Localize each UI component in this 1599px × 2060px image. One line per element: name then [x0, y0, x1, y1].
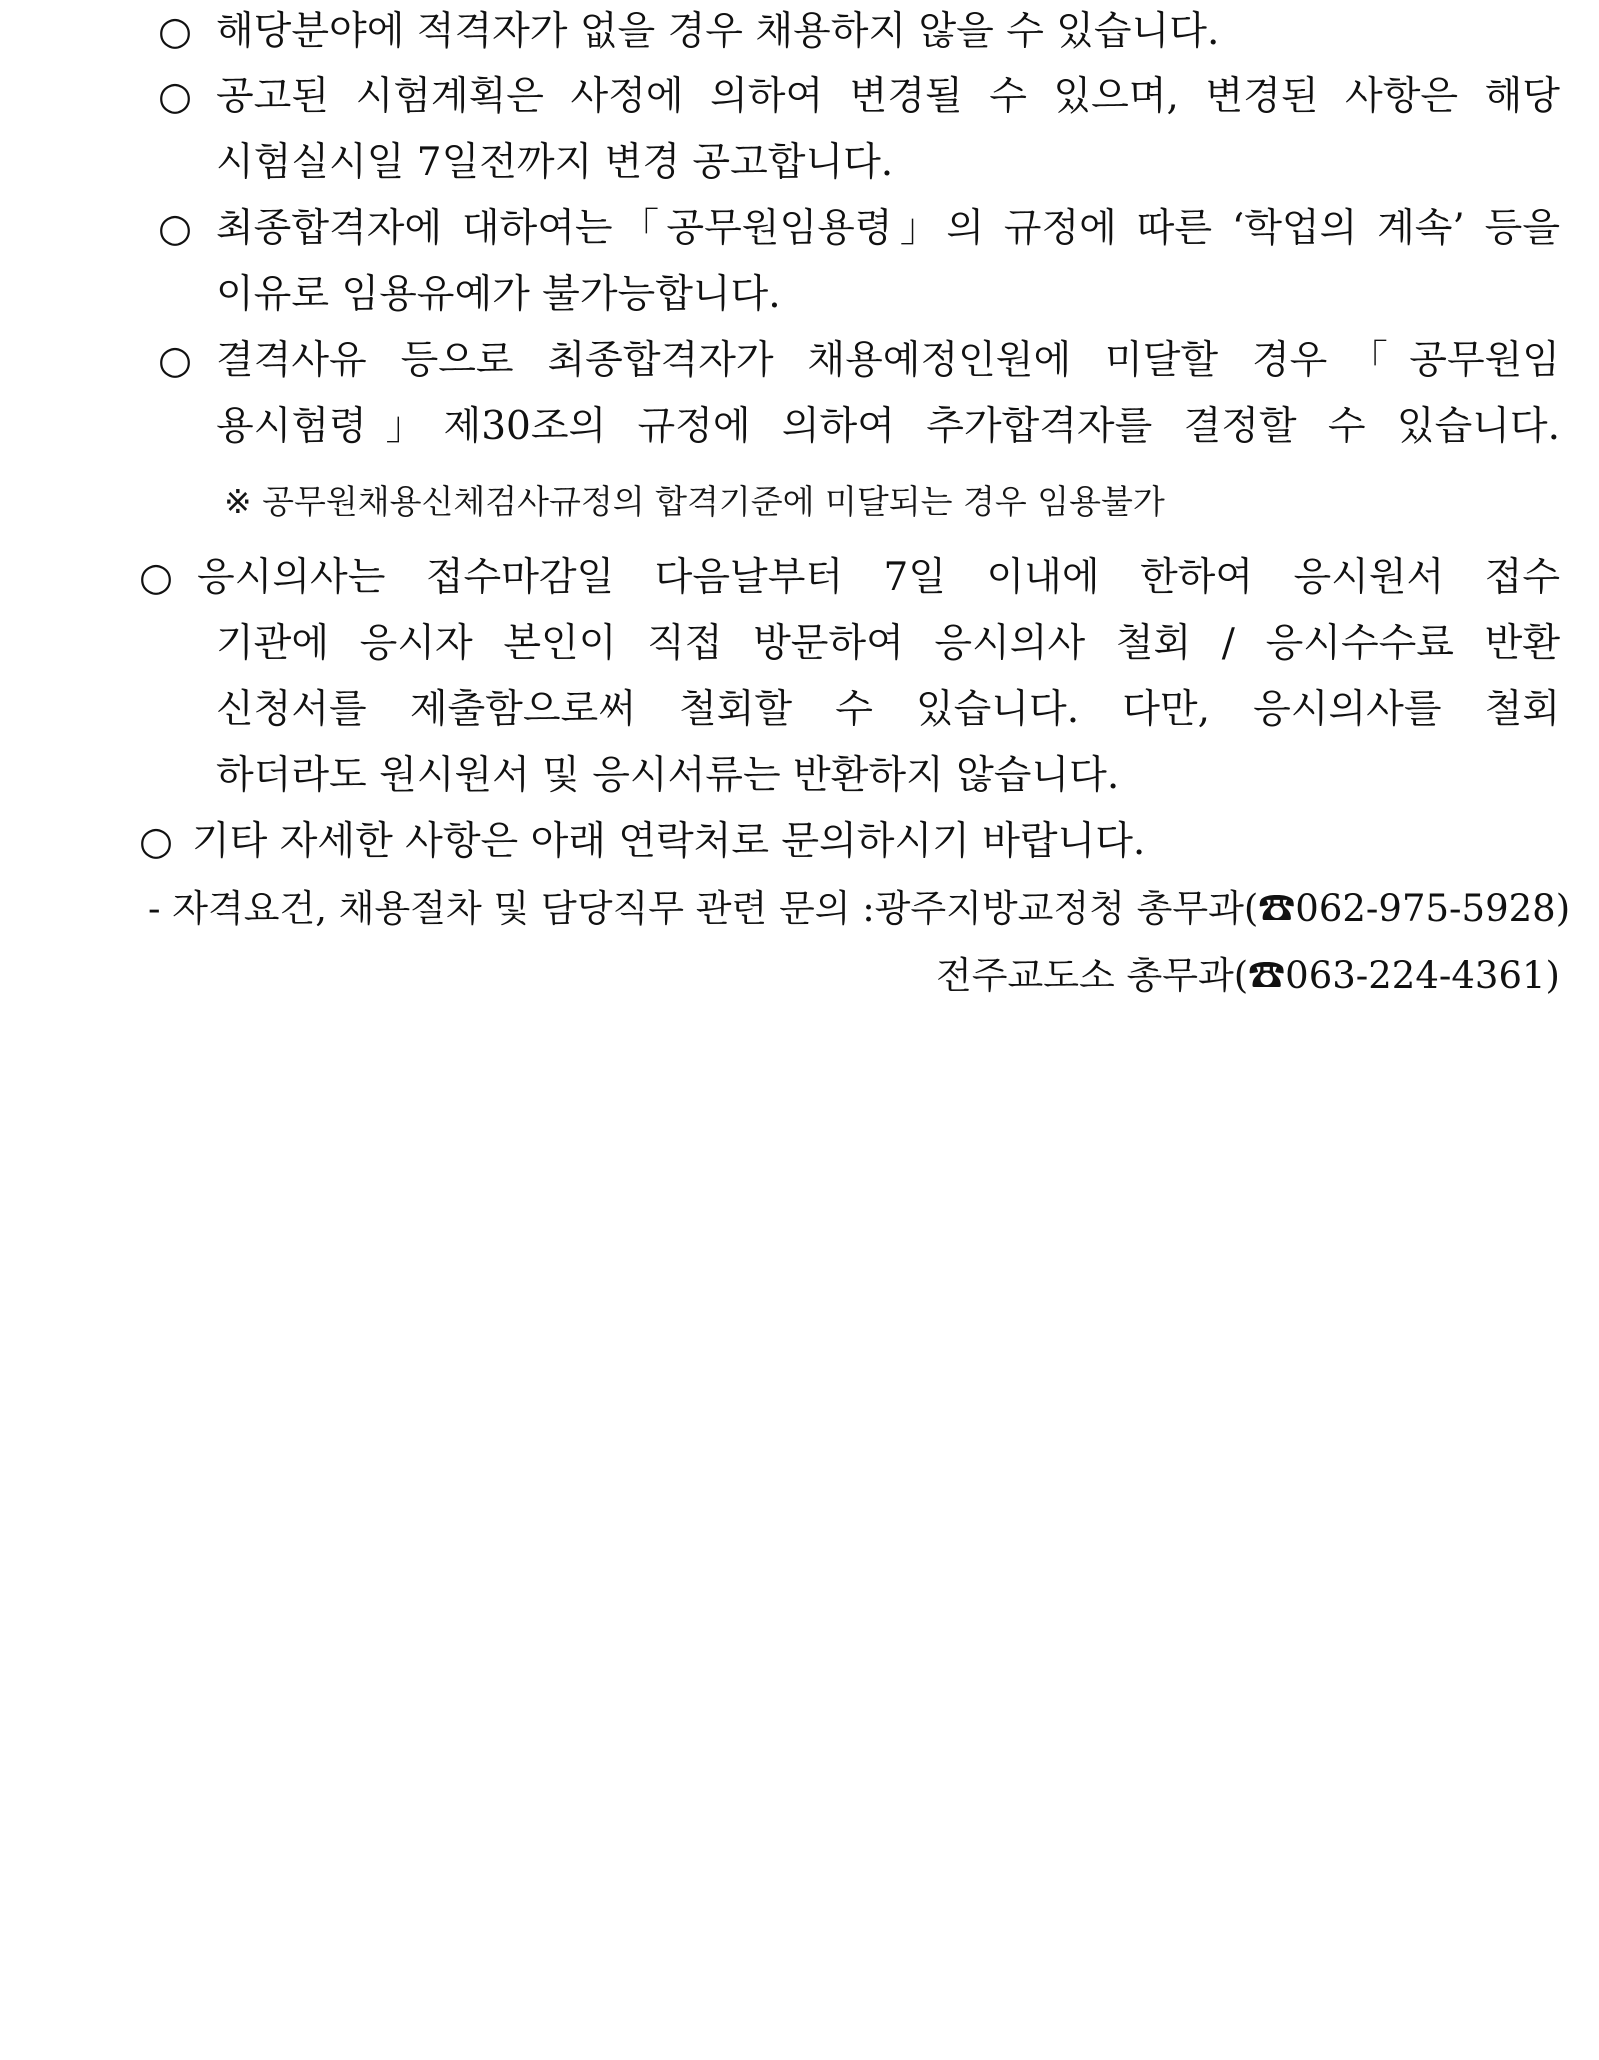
notice-item-4-line-1: 결격사유 등으로 최종합격자가 채용예정인원에 미달할 경우「공무원임 — [216, 338, 1560, 383]
withdrawal-line-4: 하더라도 원시원서 및 응시서류는 반환하지 않습니다. — [216, 753, 1120, 798]
withdrawal-line-1: 응시의사는 접수마감일 다음날부터 7일 이내에 한하여 응시원서 접수 — [197, 555, 1560, 600]
withdrawal-line-2: 기관에 응시자 본인이 직접 방문하여 응시의사 철회 / 응시수수료 반환 — [216, 621, 1560, 666]
medical-check-note: ※ 공무원채용신체검사규정의 합격기준에 미달되는 경우 임용불가 — [224, 482, 1165, 521]
contact-line-jeonju: 전주교도소 총무과(☎063-224-4361) — [936, 954, 1560, 997]
notice-item-1-line-1: 해당분야에 적격자가 없을 경우 채용하지 않을 수 있습니다. — [216, 9, 1220, 54]
notice-item-3-line-1: 최종합격자에 대하여는「공무원임용령」의 규정에 따른 ‘학업의 계속’ 등을 — [216, 206, 1560, 251]
circle-bullet-icon: ○ — [139, 819, 174, 864]
notice-item-4 — [158, 337, 216, 385]
circle-bullet-icon: ○ — [158, 338, 193, 383]
notice-item-3-line-2: 이유로 임용유예가 불가능합니다. — [216, 272, 781, 317]
notice-item-2-line-1: 공고된 시험계획은 사정에 의하여 변경될 수 있으며, 변경된 사항은 해당 — [216, 74, 1560, 119]
notice-item-3 — [158, 205, 216, 253]
circle-bullet-icon: ○ — [158, 206, 193, 251]
withdrawal-line-3: 신청서를 제출함으로써 철회할 수 있습니다. 다만, 응시의사를 철회 — [216, 687, 1560, 732]
circle-bullet-icon: ○ — [158, 74, 193, 119]
notice-item-2 — [158, 73, 216, 121]
contact-line-gwangju: - 자격요건, 채용절차 및 담당직무 관련 문의 :광주지방교정청 총무과(☎062-975-5928) — [148, 887, 1571, 930]
notice-item-4-line-2: 용시험령」제30조의 규정에 의하여 추가합격자를 결정할 수 있습니다. — [216, 404, 1560, 449]
withdrawal-item — [139, 554, 197, 602]
notice-item-1 — [158, 8, 1219, 56]
notice-item-2-line-2: 시험실시일 7일전까지 변경 공고합니다. — [216, 140, 894, 185]
circle-bullet-icon: ○ — [158, 9, 193, 54]
other-inquiry-item — [139, 818, 1145, 866]
circle-bullet-icon: ○ — [139, 555, 174, 600]
other-inquiry-text: 기타 자세한 사항은 아래 연락처로 문의하시기 바랍니다. — [192, 819, 1146, 864]
